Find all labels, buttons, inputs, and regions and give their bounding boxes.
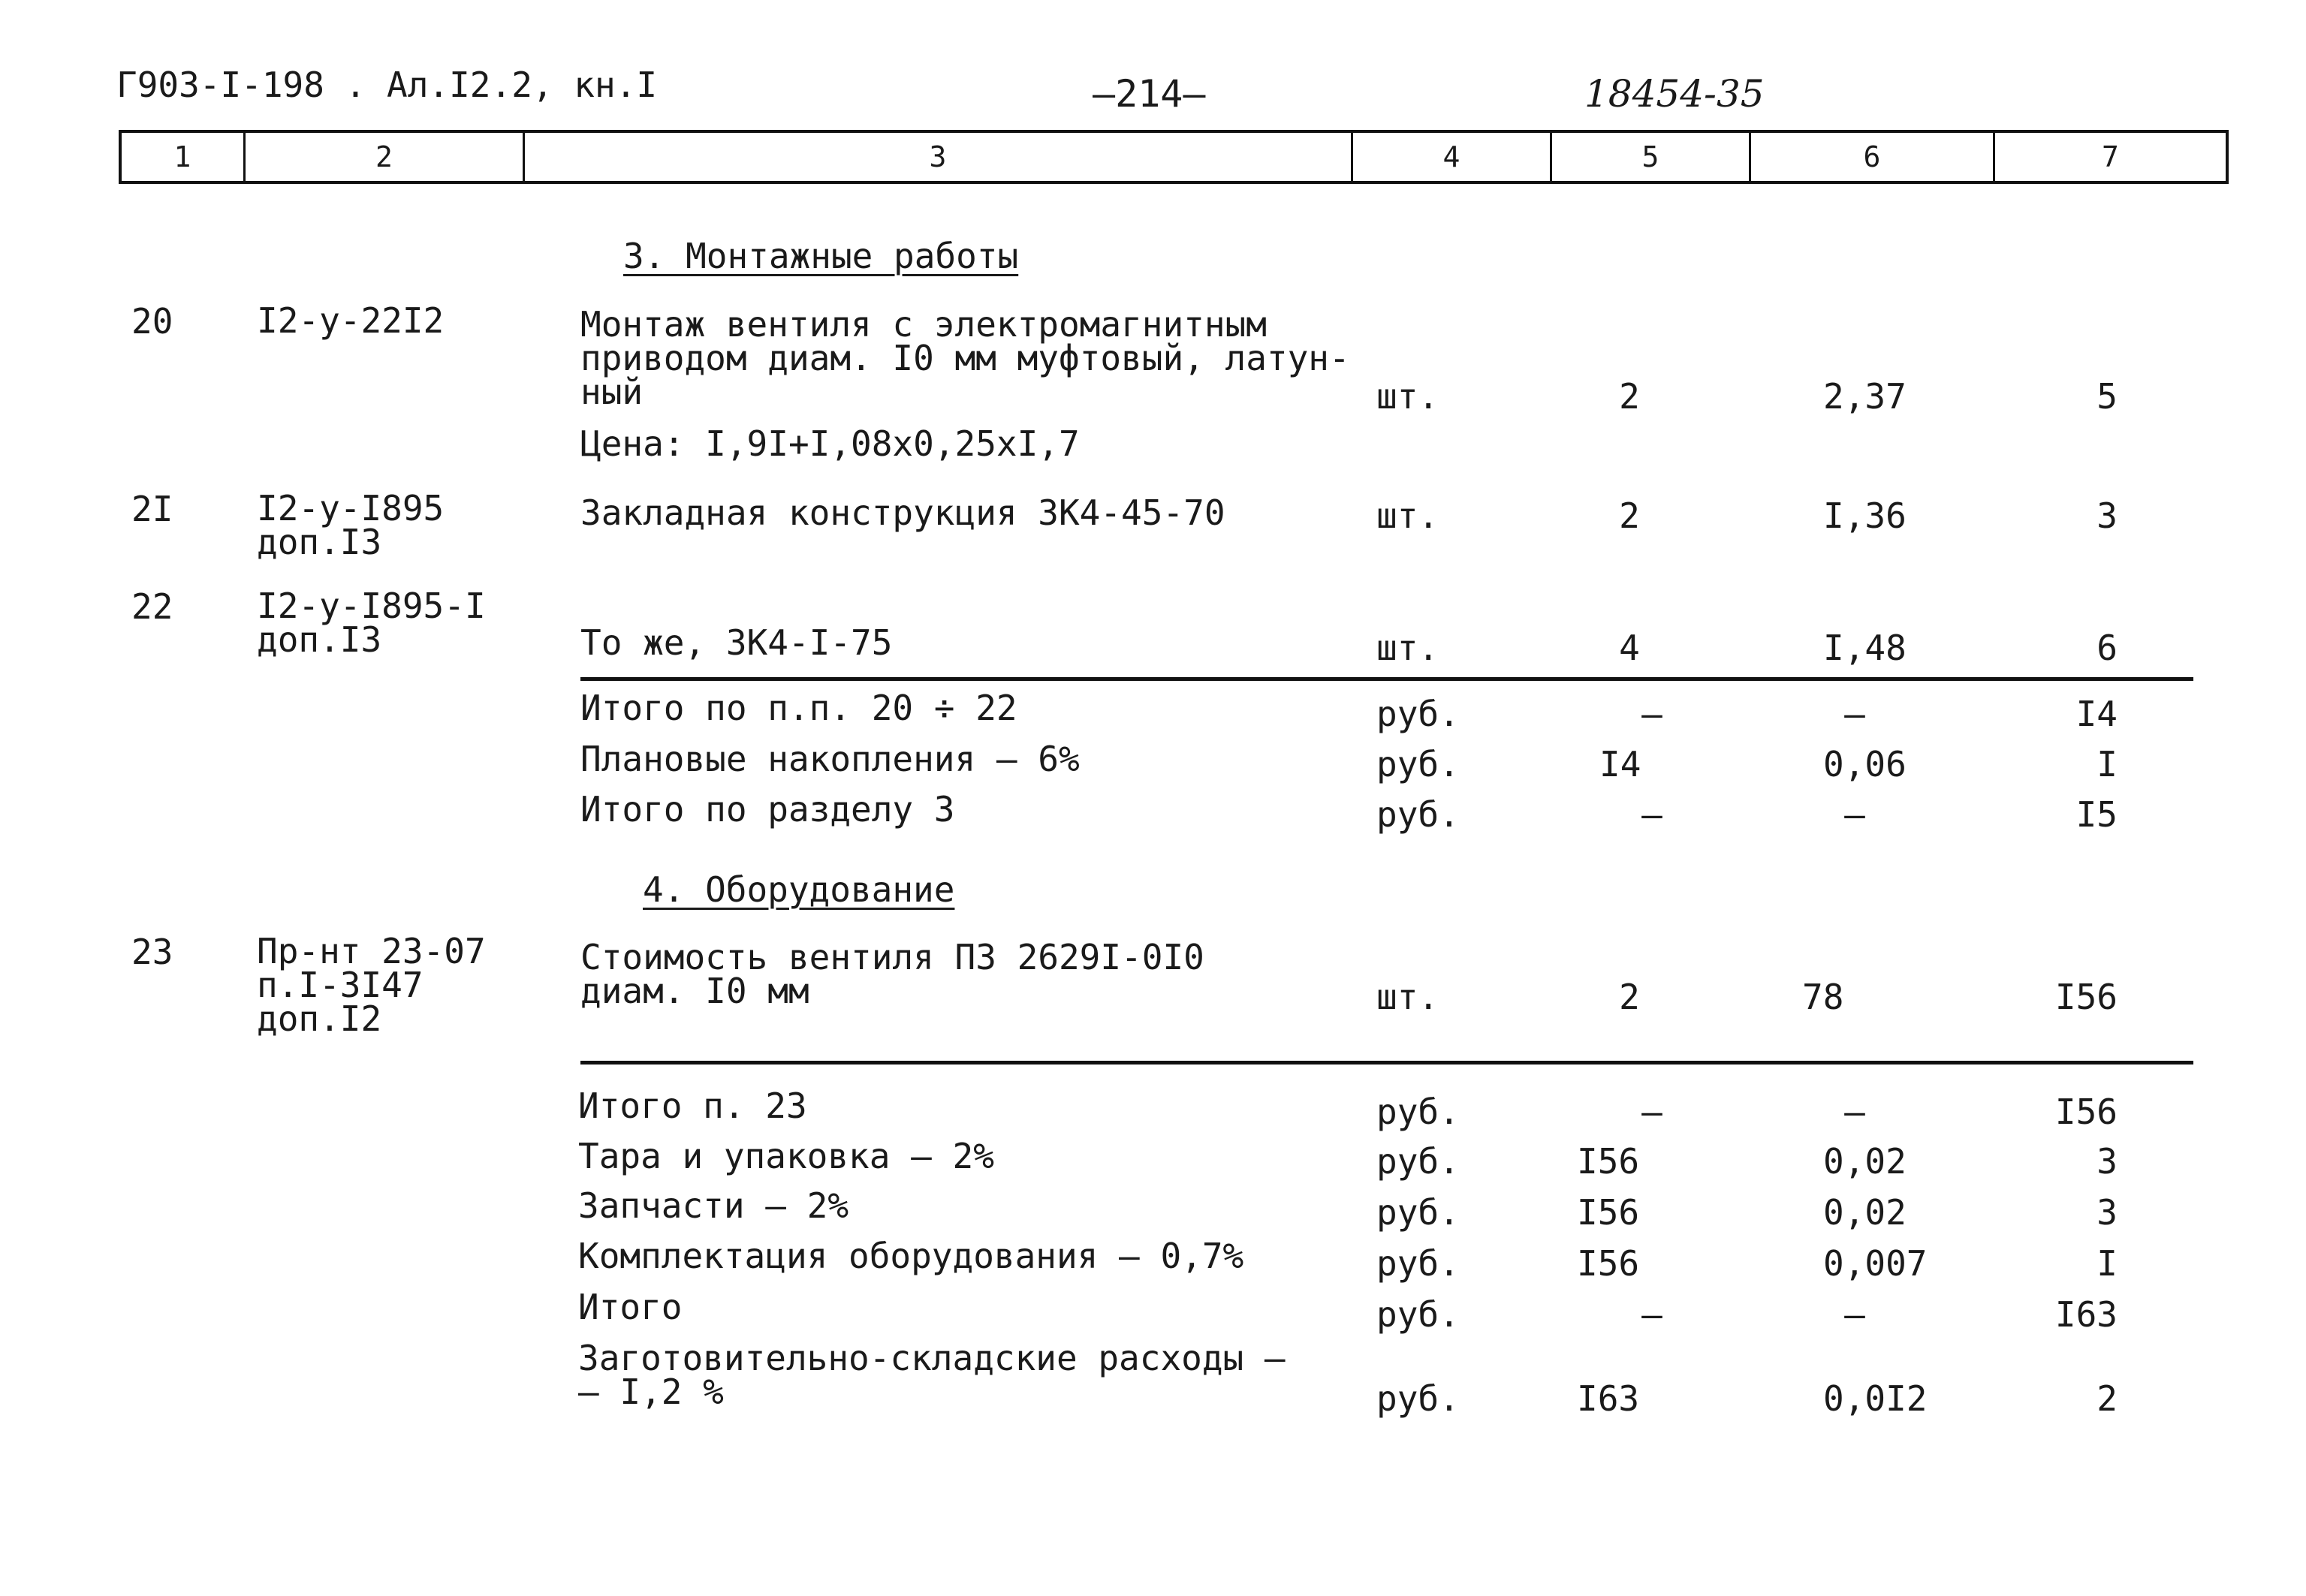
row-number: 23 xyxy=(131,932,173,972)
row-description: Стоимость вентиля ПЗ 2629I-0I0 диам. I0 мм xyxy=(580,937,1204,1012)
summary-label: Комплектация оборудования – 0,7% xyxy=(578,1236,1244,1276)
row-unit: шт. xyxy=(1376,376,1439,417)
section-3-title xyxy=(623,236,1019,276)
row-unit: шт. xyxy=(1376,628,1439,668)
summary-unit: руб. xyxy=(1376,1378,1460,1419)
row-price: 2,37 xyxy=(1823,376,1907,417)
summary-label: Запчасти – 2% xyxy=(578,1185,849,1226)
summary-unit: руб. xyxy=(1376,1092,1460,1132)
section-title-text: 3. Монтажные работы xyxy=(623,236,1019,276)
row-code: I2-у-22I2 xyxy=(257,300,445,341)
column-header: 7 xyxy=(2102,140,2119,173)
column-header: 5 xyxy=(1552,133,1751,181)
summary-total: I5 xyxy=(2075,794,2118,835)
summary-total: I xyxy=(2097,744,2118,784)
section-title-text: 4. Оборудование xyxy=(643,869,955,910)
summary-unit: руб. xyxy=(1376,1141,1460,1182)
row-number: 20 xyxy=(131,301,173,342)
summary-label: Итого по разделу 3 xyxy=(580,789,955,830)
row-number: 22 xyxy=(131,586,173,627)
summary-base: I56 xyxy=(1577,1192,1640,1233)
summary-base: – xyxy=(1641,794,1662,835)
row-unit: шт. xyxy=(1376,977,1439,1017)
summary-rate: 0,02 xyxy=(1823,1192,1907,1233)
row-description: Монтаж вентиля с электромагнитным приводом диам. I0 мм муфтовый, латун- ный xyxy=(580,304,1350,413)
summary-unit: руб. xyxy=(1376,744,1460,784)
column-header: 2 xyxy=(246,133,525,181)
summary-total: I63 xyxy=(2054,1294,2118,1335)
column-header: 4 xyxy=(1353,133,1552,181)
summary-base: I56 xyxy=(1577,1243,1640,1284)
summary-base: I4 xyxy=(1599,744,1641,784)
summary-base: I63 xyxy=(1577,1378,1640,1419)
column-header: 1 xyxy=(122,133,246,181)
row-quantity: 4 xyxy=(1619,628,1640,668)
row-code: Пр-нт 23-07 п.I-3I47 доп.I2 xyxy=(257,931,486,1040)
summary-base: I56 xyxy=(1577,1141,1640,1182)
summary-total: 3 xyxy=(2097,1192,2118,1233)
summary-base: – xyxy=(1641,1092,1662,1132)
summary-label: Итого по п.п. 20 ÷ 22 xyxy=(580,688,1017,728)
divider-line xyxy=(580,1061,2193,1065)
column-header: 3 xyxy=(525,133,1353,181)
summary-rate: 0,007 xyxy=(1823,1243,1928,1284)
summary-base: – xyxy=(1641,694,1662,734)
handwritten-number: 18454-35 xyxy=(1584,72,1765,116)
summary-total: 2 xyxy=(2097,1378,2118,1419)
row-total: 6 xyxy=(2097,628,2118,668)
summary-total: I xyxy=(2097,1243,2118,1284)
summary-rate: – xyxy=(1844,794,1865,835)
row-description: Закладная конструкция ЗК4-45-70 xyxy=(580,492,1225,533)
summary-label: Плановые накопления – 6% xyxy=(580,739,1080,779)
row-total: 5 xyxy=(2097,376,2118,417)
summary-base: – xyxy=(1641,1294,1662,1335)
row-price: I,36 xyxy=(1823,495,1907,536)
summary-total: 3 xyxy=(2097,1141,2118,1182)
row-price: 78 xyxy=(1802,977,1844,1017)
summary-total: I4 xyxy=(2075,694,2118,734)
row-code: I2-у-I895 доп.I3 xyxy=(257,488,445,563)
summary-label: Итого п. 23 xyxy=(578,1086,807,1126)
column-header-bar xyxy=(119,130,2229,184)
summary-label: Итого xyxy=(578,1287,683,1327)
summary-rate: 0,02 xyxy=(1823,1141,1907,1182)
summary-total: I56 xyxy=(2054,1092,2118,1132)
summary-unit: руб. xyxy=(1376,694,1460,734)
divider-line xyxy=(580,677,2193,681)
summary-label: Заготовительно-складские расходы – – I,2 % xyxy=(578,1338,1286,1413)
column-header: 6 xyxy=(1751,133,1995,181)
summary-unit: руб. xyxy=(1376,1243,1460,1284)
page-number: —214— xyxy=(1093,72,1206,116)
summary-rate: – xyxy=(1844,694,1865,734)
summary-rate: – xyxy=(1844,1294,1865,1335)
document-code: Г903-I-198 . Ал.I2.2, кн.I xyxy=(116,65,658,105)
summary-unit: руб. xyxy=(1376,794,1460,835)
row-code: I2-у-I895-I доп.I3 xyxy=(257,586,486,661)
price-formula: Цена: I,9I+I,08x0,25xI,7 xyxy=(580,423,1080,464)
summary-unit: руб. xyxy=(1376,1192,1460,1233)
section-4-title xyxy=(643,869,955,910)
row-description: То же, ЗК4-I-75 xyxy=(580,622,893,663)
summary-label: Тара и упаковка – 2% xyxy=(578,1136,994,1176)
summary-rate: – xyxy=(1844,1092,1865,1132)
row-quantity: 2 xyxy=(1619,977,1640,1017)
row-total: I56 xyxy=(2054,977,2118,1017)
row-total: 3 xyxy=(2097,495,2118,536)
summary-rate: 0,0I2 xyxy=(1823,1378,1928,1419)
row-unit: шт. xyxy=(1376,495,1439,536)
summary-unit: руб. xyxy=(1376,1294,1460,1335)
row-quantity: 2 xyxy=(1619,495,1640,536)
row-price: I,48 xyxy=(1823,628,1907,668)
summary-rate: 0,06 xyxy=(1823,744,1907,784)
row-quantity: 2 xyxy=(1619,376,1640,417)
row-number: 2I xyxy=(131,489,173,529)
